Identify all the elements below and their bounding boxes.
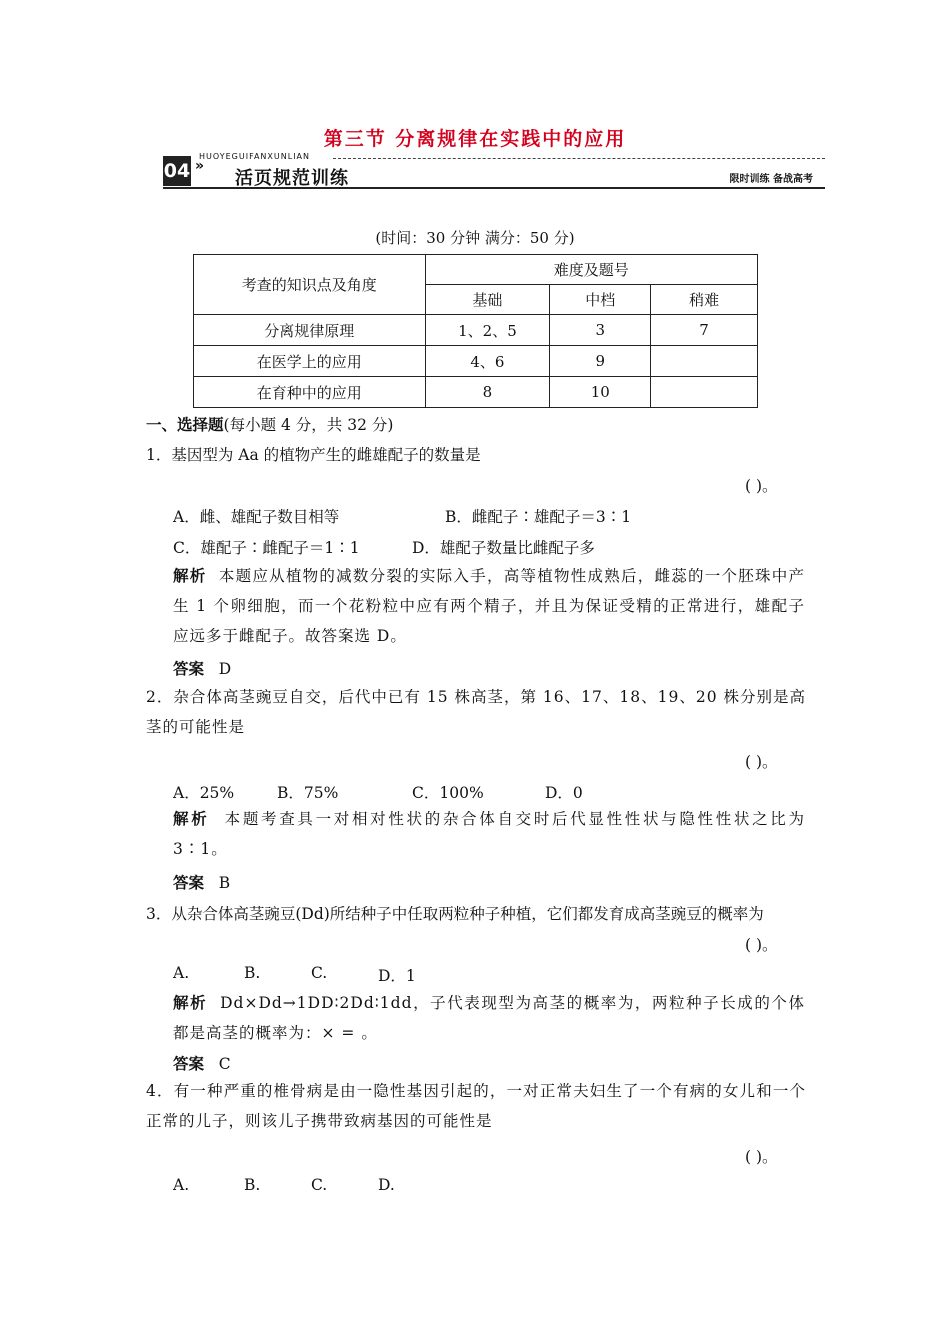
table-cell bbox=[651, 377, 758, 408]
table-level-header: 基础 bbox=[425, 285, 550, 315]
banner-pinyin: HUOYEGUIFANXUNLIAN bbox=[199, 152, 311, 161]
table-cell: 4、6 bbox=[425, 346, 550, 377]
banner-dashed-rule bbox=[333, 158, 825, 159]
table-corner-header: 考查的知识点及角度 bbox=[194, 255, 426, 315]
q1-option-c: C．雄配子∶雌配子＝1∶1 bbox=[173, 539, 360, 557]
q1-option-a: A．雌、雄配子数目相等 bbox=[173, 508, 340, 526]
analysis-label: 解析 bbox=[173, 993, 208, 1012]
analysis-text: 本题考查具一对相对性状的杂合体自交时后代显性性状与隐性性状之比为 3∶1。 bbox=[173, 810, 805, 858]
table-cell: 8 bbox=[425, 377, 550, 408]
row-label: 在医学上的应用 bbox=[194, 346, 426, 377]
question-1-stem: 1．基因型为 Aa 的植物产生的雌雄配子的数量是 bbox=[146, 446, 481, 464]
q1-option-b: B．雌配子∶雄配子＝3∶1 bbox=[445, 508, 632, 526]
banner-title: 活页规范训练 bbox=[235, 168, 349, 189]
q1-answer bbox=[173, 657, 231, 679]
question-3-stem: 3．从杂合体高茎豌豆(Dd)所结种子中任取两粒种子种植，它们都发育成高茎豌豆的概率为 bbox=[146, 905, 764, 923]
q4-option-d: D. bbox=[378, 1176, 395, 1194]
answer-blank: ( )。 bbox=[745, 753, 778, 771]
answer-label: 答案 bbox=[173, 873, 205, 892]
q2-option-c: C．100% bbox=[412, 784, 484, 802]
q2-option-a: A．25% bbox=[173, 784, 235, 802]
table-row bbox=[194, 377, 758, 408]
double-chevron-icon: » bbox=[195, 158, 205, 174]
knowledge-table bbox=[193, 254, 758, 408]
analysis-text: 本题应从植物的减数分裂的实际入手，高等植物性成熟后，雌蕊的一个胚珠中产生 1 个卵细胞，而一个花粉粒中应有两个精子，并且为保证受精的正常进行，雄配子应远多于雌配子。故答案选 D。 bbox=[173, 567, 805, 645]
page-title: 第三节 分离规律在实践中的应用 bbox=[323, 128, 627, 150]
q3-option-a: A. bbox=[173, 964, 190, 982]
row-label: 分离规律原理 bbox=[194, 315, 426, 346]
table-group-header: 难度及题号 bbox=[425, 255, 757, 285]
answer-blank: ( )。 bbox=[745, 1148, 778, 1166]
q4-option-b: B. bbox=[244, 1176, 261, 1194]
answer-label: 答案 bbox=[173, 1054, 205, 1073]
q3-option-c: C. bbox=[311, 964, 328, 982]
answer-label: 答案 bbox=[173, 659, 205, 678]
q4-option-c: C. bbox=[311, 1176, 328, 1194]
section-heading bbox=[146, 413, 393, 435]
q3-option-d: D．1 bbox=[378, 967, 416, 985]
section-title: 一、选择题 bbox=[146, 415, 224, 434]
analysis-label: 解析 bbox=[173, 809, 210, 828]
q2-answer bbox=[173, 871, 230, 893]
row-label: 在育种中的应用 bbox=[194, 377, 426, 408]
q1-option-d: D．雄配子数量比雌配子多 bbox=[412, 539, 595, 557]
answer-value: C bbox=[218, 1055, 231, 1073]
q4-option-a: A. bbox=[173, 1176, 190, 1194]
answer-value: B bbox=[218, 874, 231, 892]
section-note: (每小题 4 分，共 32 分) bbox=[223, 416, 394, 434]
q2-analysis bbox=[173, 804, 805, 864]
question-4-stem: 4．有一种严重的椎骨病是由一隐性基因引起的，一对正常夫妇生了一个有病的女儿和一个正常的儿子，则该儿子携带致病基因的可能性是 bbox=[146, 1082, 806, 1130]
q3-answer bbox=[173, 1052, 231, 1074]
table-cell: 9 bbox=[550, 346, 651, 377]
banner-rule bbox=[163, 187, 825, 189]
q3-option-b: B. bbox=[244, 964, 261, 982]
section-banner bbox=[163, 152, 825, 192]
table-row bbox=[194, 315, 758, 346]
q3-analysis bbox=[173, 988, 805, 1048]
table-cell: 10 bbox=[550, 377, 651, 408]
q2-option-d: D．0 bbox=[545, 784, 583, 802]
table-cell: 3 bbox=[550, 315, 651, 346]
analysis-text: Dd×Dd→1DD∶2Dd∶1dd，子代表现型为高茎的概率为，两粒种子长成的个体都是高茎的概率为：× = 。 bbox=[173, 994, 805, 1042]
table-cell bbox=[651, 346, 758, 377]
question-2-stem: 2．杂合体高茎豌豆自交，后代中已有 15 株高茎，第 16、17、18、19、20 株分别是高茎的可能性是 bbox=[146, 688, 806, 736]
table-level-header: 中档 bbox=[550, 285, 651, 315]
table-cell: 1、2、5 bbox=[425, 315, 550, 346]
q1-analysis bbox=[173, 561, 805, 651]
table-cell: 7 bbox=[651, 315, 758, 346]
answer-value: D bbox=[218, 660, 232, 678]
analysis-label: 解析 bbox=[173, 566, 207, 585]
banner-number: 04 bbox=[163, 156, 191, 186]
table-row bbox=[194, 346, 758, 377]
banner-slogan: 限时训练 备战高考 bbox=[729, 174, 813, 185]
q2-option-b: B．75% bbox=[277, 784, 339, 802]
time-score-info: (时间：30 分钟 满分：50 分) bbox=[375, 229, 575, 247]
answer-blank: ( )。 bbox=[745, 477, 778, 495]
answer-blank: ( )。 bbox=[745, 936, 778, 954]
table-level-header: 稍难 bbox=[651, 285, 758, 315]
